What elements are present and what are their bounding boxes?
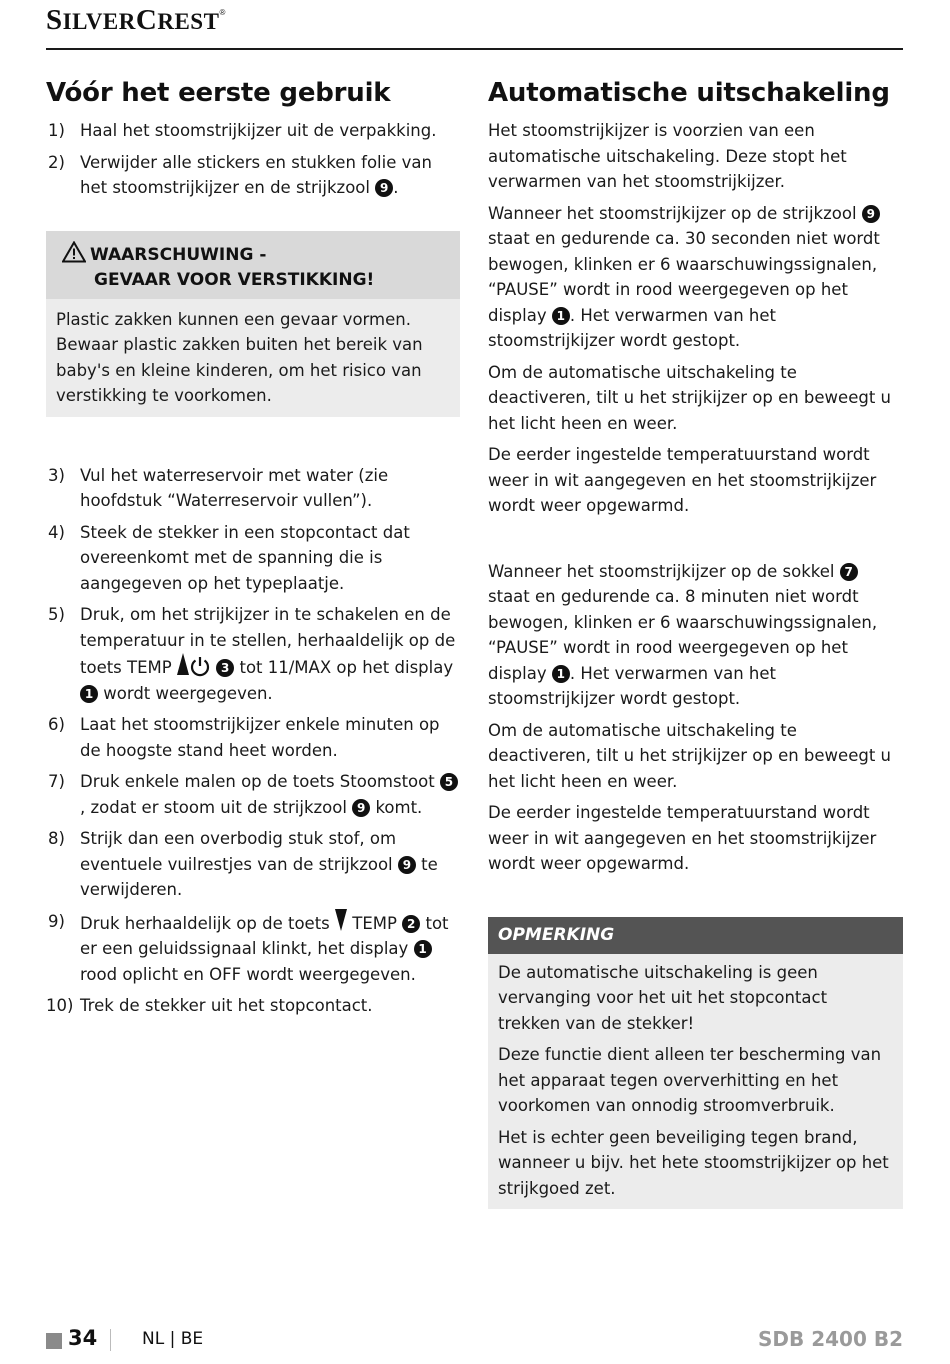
ref-number-icon: 9 bbox=[862, 205, 880, 223]
warning-box bbox=[46, 231, 460, 417]
ref-number-icon: 9 bbox=[352, 799, 370, 817]
brand-logo: SILVERCREST® bbox=[46, 4, 226, 36]
right-column bbox=[488, 72, 903, 1209]
ref-number-icon: 9 bbox=[375, 179, 393, 197]
triangle-up-icon bbox=[177, 653, 189, 675]
paragraph: Om de automatische uitschakeling te deactiveren, tilt u het strijkijzer op en beweegt u het licht heen en weer. bbox=[488, 362, 891, 433]
section-title-first-use: Vóór het eerste gebruik bbox=[46, 78, 391, 108]
list-item: 6) Laat het stoomstrijkijzer enkele minuten op de hoogste stand heet worden. bbox=[48, 715, 440, 760]
section-title-auto-off: Automatische uitschakeling bbox=[488, 78, 890, 108]
ref-number-icon: 1 bbox=[552, 307, 570, 325]
list-item: 1) Haal het stoomstrijkijzer uit de verpakking. bbox=[48, 121, 437, 140]
note-box bbox=[488, 917, 903, 1210]
ref-number-icon: 9 bbox=[398, 856, 416, 874]
ref-number-icon: 2 bbox=[402, 915, 420, 933]
list-item: 5) Druk, om het strijkijzer in te schakelen en de temperatuur in te stellen, herhaaldelijk op de toets TEMP 3 tot 11/MAX op het display 1 wordt weergegeven. bbox=[48, 605, 456, 703]
list-item: 2) Verwijder alle stickers en stukken folie van het stoomstrijkijzer en de strijkzool 9 . bbox=[48, 152, 432, 197]
paragraph: Wanneer het stoomstrijkijzer op de strijkzool 9 staat en gedurende ca. 30 seconden niet wordt bewogen, klinken er 6 waarschuwingssignalen, “PAUSE” wordt in rood weergegeven op het display 1 . Het verwarmen van het stoomstrijkijzer wordt gestopt. bbox=[488, 203, 880, 350]
list-item: 8) Strijk dan een overbodig stuk stof, om eventuele vuilrestjes van de strijkzool 9 te verwijderen. bbox=[48, 829, 438, 899]
list-item: 3) Vul het waterreservoir met water (zie hoofdstuk “Waterreservoir vullen”). bbox=[48, 465, 389, 510]
page-footer bbox=[46, 1325, 903, 1357]
list-item: 10) Trek de stekker uit het stopcontact. bbox=[46, 996, 373, 1015]
ref-number-icon: 5 bbox=[440, 773, 458, 791]
ref-number-icon: 7 bbox=[840, 563, 858, 581]
note-body: De automatische uitschakeling is geen vervanging voor het uit het stopcontact trekken van de stekker! Deze functie dient alleen ter bescherming van het apparaat tegen oververhitting en het voorkomen van onnodig stroomverbruik. Het is echter geen beveiliging tegen brand, wanneer u bijv. het hete stoomstrijkijzer op het strijkgoed zet. bbox=[488, 954, 903, 1210]
footer-square-icon bbox=[46, 1333, 62, 1349]
footer-divider bbox=[110, 1329, 111, 1351]
warning-triangle-icon bbox=[62, 241, 86, 263]
list-item: 4) Steek de stekker in een stopcontact dat overeenkomt met de spanning die is aangegeven op het typeplaatje. bbox=[48, 522, 410, 593]
list-item: 7) Druk enkele malen op de toets Stoomstoot 5, zodat er stoom uit de strijkzool 9 komt. bbox=[46, 769, 460, 820]
paragraph: De eerder ingestelde temperatuurstand wordt weer in wit aangegeven en het stoomstrijkijzer wordt weer opgewarmd. bbox=[488, 445, 877, 515]
warning-body: Plastic zakken kunnen een gevaar vormen. Bewaar plastic zakken buiten het bereik van baby's en kleine kinderen, om het risico van verstikking te voorkomen. bbox=[46, 299, 460, 417]
list-item: 9) Druk herhaaldelijk op de toets TEMP 2 tot er een geluidssignaal klinkt, het display 1 rood oplicht en OFF wordt weergegeven. bbox=[46, 909, 460, 988]
note-header: OPMERKING bbox=[488, 917, 903, 954]
paragraph: Het stoomstrijkijzer is voorzien van een automatische uitschakeling. Deze stopt het verwarmen van het stoomstrijkijzer. bbox=[488, 121, 847, 191]
ref-number-icon: 1 bbox=[80, 685, 98, 703]
page-number: 34 bbox=[68, 1326, 98, 1350]
paragraph: Wanneer het stoomstrijkijzer op de sokkel 7 staat en gedurende ca. 8 minuten niet wordt bewogen, klinken er 6 waarschuwingssignalen, “PAUSE” wordt in rood weergegeven op het display 1 . Het verwarmen van het stoomstrijkijzer wordt gestopt. bbox=[488, 561, 878, 708]
language-label: NL | BE bbox=[142, 1329, 204, 1349]
header-rule bbox=[46, 48, 903, 50]
paragraph: Om de automatische uitschakeling te deactiveren, tilt u het strijkijzer op en beweegt u het licht heen en weer. bbox=[488, 720, 891, 791]
steps-list-a bbox=[46, 118, 460, 201]
warning-header: WAARSCHUWING - GEVAAR VOOR VERSTIKKING! bbox=[46, 231, 460, 299]
ref-number-icon: 1 bbox=[414, 940, 432, 958]
triangle-down-icon bbox=[335, 909, 347, 931]
left-column bbox=[46, 72, 460, 1025]
ref-number-icon: 1 bbox=[552, 665, 570, 683]
power-icon bbox=[189, 655, 211, 677]
ref-number-icon: 3 bbox=[216, 659, 234, 677]
paragraph: De eerder ingestelde temperatuurstand wordt weer in wit aangegeven en het stoomstrijkijzer wordt weer opgewarmd. bbox=[488, 803, 877, 873]
steps-list-b bbox=[46, 463, 460, 1019]
model-number: SDB 2400 B2 bbox=[758, 1327, 903, 1351]
